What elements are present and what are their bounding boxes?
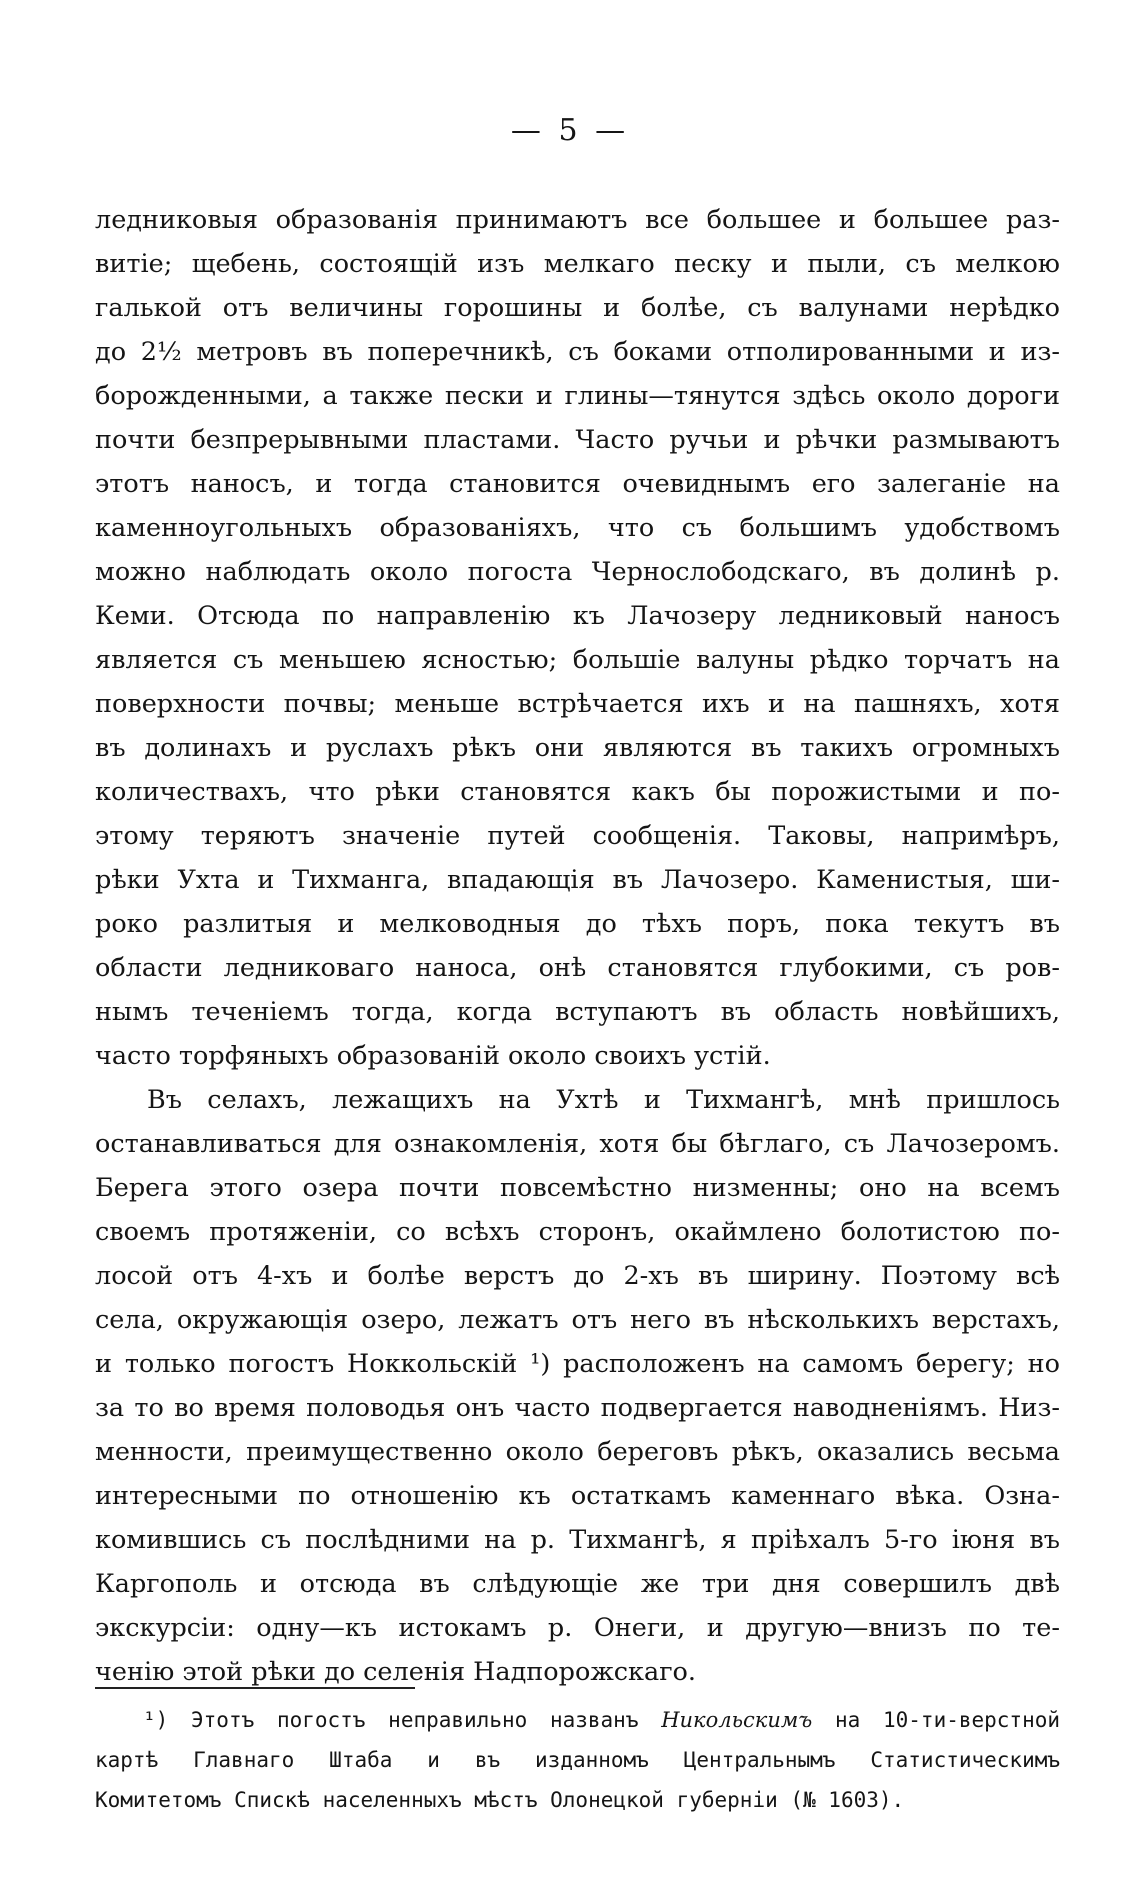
- text-line: останавливаться для ознакомленія, хотя бы бѣглаго, съ Лачозеромъ.: [95, 1129, 1060, 1159]
- text-line: за то во время половодья онъ часто подвергается наводненіямъ. Низ-: [95, 1393, 1060, 1423]
- text-line: своемъ протяженіи, со всѣхъ сторонъ, окаймлено болотистою по-: [95, 1217, 1060, 1247]
- text-line: въ долинахъ и руслахъ рѣкъ они являются въ такихъ огромныхъ: [95, 733, 1060, 763]
- text-line: интересными по отношенію къ остаткамъ каменнаго вѣка. Озна-: [95, 1481, 1060, 1511]
- text-line: лосой отъ 4-хъ и болѣе верстъ до 2-хъ въ ширину. Поэтому всѣ: [95, 1261, 1060, 1291]
- text-line: витіе; щебень, состоящій изъ мелкаго песку и пыли, съ мелкою: [95, 249, 1060, 279]
- text-line: является съ меньшею ясностью; большіе валуны рѣдко торчатъ на: [95, 645, 1060, 675]
- footnote-divider: [95, 1687, 415, 1689]
- text-line: ледниковыя образованія принимаютъ все большее и большее раз-: [95, 205, 1060, 235]
- text-line-paragraph-end: ченію этой рѣки до селенія Надпорожскаго.: [95, 1657, 697, 1687]
- text-line: роко разлитыя и мелководныя до тѣхъ поръ, пока текутъ въ: [95, 909, 1060, 939]
- text-line: области ледниковаго наноса, онѣ становятся глубокими, съ ров-: [95, 953, 1060, 983]
- text-line: количествахъ, что рѣки становятся какъ бы порожистыми и по-: [95, 777, 1060, 807]
- text-line: нымъ теченіемъ тогда, когда вступаютъ въ область новѣйшихъ,: [95, 997, 1060, 1027]
- footnote-line: [95, 1700, 1060, 1740]
- text-line: борожденными, а также пески и глины—тянутся здѣсь около дороги: [95, 381, 1060, 411]
- footnote-line: Комитетомъ Спискѣ населенныхъ мѣстъ Олонецкой губерніи (№ 1603).: [95, 1788, 905, 1812]
- text-line: комившись съ послѣдними на р. Тихмангѣ, я пріѣхалъ 5-го іюня въ: [95, 1525, 1060, 1555]
- footnote-text: на 10-ти-верстной: [812, 1708, 1061, 1732]
- footnote: [95, 1700, 1060, 1820]
- text-line: рѣки Ухта и Тихманга, впадающія въ Лачозеро. Каменистыя, ши-: [95, 865, 1060, 895]
- page-number: — 5 —: [510, 113, 630, 148]
- text-line: и только погостъ Ноккольскій ¹) расположенъ на самомъ берегу; но: [95, 1349, 1060, 1379]
- text-line: до 2½ метровъ въ поперечникѣ, съ боками отполированными и из-: [95, 337, 1060, 367]
- footnote-line: картѣ Главнаго Штаба и въ изданномъ Центральнымъ Статистическимъ: [95, 1748, 1060, 1772]
- text-line: каменноугольныхъ образованіяхъ, что съ большимъ удобствомъ: [95, 513, 1060, 543]
- main-text: [95, 198, 1060, 1694]
- text-line: галькой отъ величины горошины и болѣе, съ валунами нерѣдко: [95, 293, 1060, 323]
- text-line: села, окружающія озеро, лежатъ отъ него въ нѣсколькихъ верстахъ,: [95, 1305, 1060, 1335]
- text-line: Берега этого озера почти повсемѣстно низменны; оно на всемъ: [95, 1173, 1060, 1203]
- text-line: менности, преимущественно около береговъ рѣкъ, оказались весьма: [95, 1437, 1060, 1467]
- text-line-paragraph-end: часто торфяныхъ образованій около своихъ устій.: [95, 1041, 771, 1071]
- text-line: экскурсіи: одну—къ истокамъ р. Онеги, и другую—внизъ по те-: [95, 1613, 1060, 1643]
- text-line-paragraph-start: Въ селахъ, лежащихъ на Ухтѣ и Тихмангѣ, мнѣ пришлось: [147, 1085, 1060, 1115]
- footnote-text: ¹) Этотъ погостъ неправильно названъ: [143, 1708, 662, 1732]
- text-line: поверхности почвы; меньше встрѣчается ихъ и на пашняхъ, хотя: [95, 689, 1060, 719]
- text-line: Каргополь и отсюда въ слѣдующіе же три дня совершилъ двѣ: [95, 1569, 1060, 1599]
- text-line: можно наблюдать около погоста Чернослободскаго, въ долинѣ р.: [95, 557, 1060, 587]
- text-line: почти безпрерывными пластами. Часто ручьи и рѣчки размываютъ: [95, 425, 1060, 455]
- footnote-italic-name: Никольскимъ: [661, 1708, 813, 1732]
- text-line: Кеми. Отсюда по направленію къ Лачозеру ледниковый наносъ: [95, 601, 1060, 631]
- text-line: этотъ наносъ, и тогда становится очевиднымъ его залеганіе на: [95, 469, 1060, 499]
- text-line: этому теряютъ значеніе путей сообщенія. Таковы, напримѣръ,: [95, 821, 1060, 851]
